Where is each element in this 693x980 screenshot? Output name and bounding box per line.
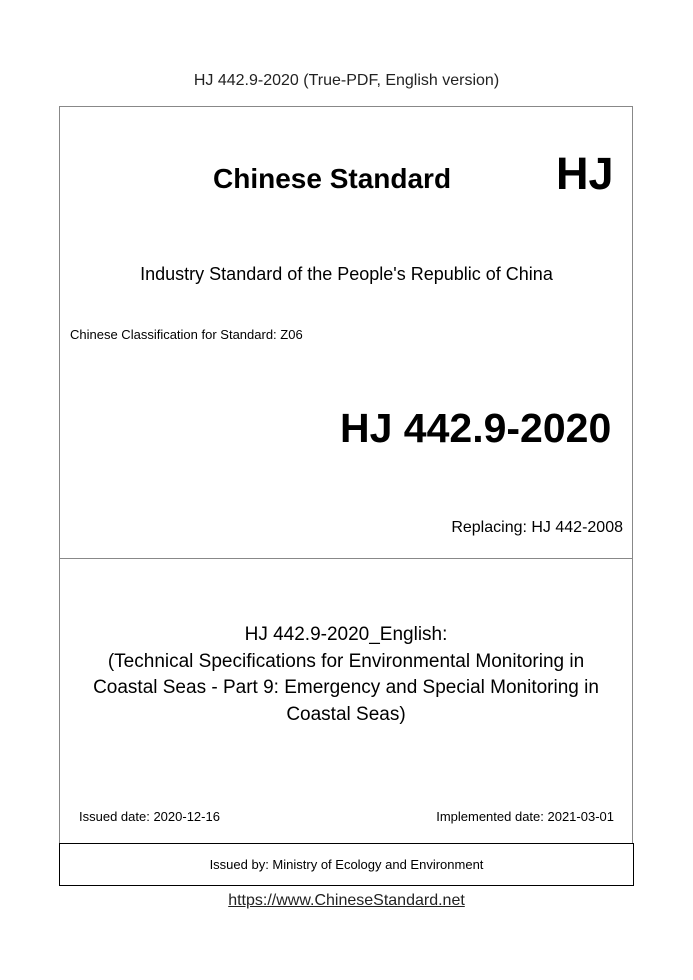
issued-by: Issued by: Ministry of Ecology and Environment xyxy=(209,857,484,872)
title-line: HJ 442.9-2020_English: xyxy=(244,624,448,645)
website-link[interactable]: https://www.ChineseStandard.net xyxy=(228,892,465,909)
title-line: Coastal Seas - Part 9: Emergency and Special Monitoring in xyxy=(93,677,599,698)
document-title xyxy=(59,622,633,728)
title-line: Coastal Seas) xyxy=(286,703,406,725)
issued-date: Issued date: 2020-12-16 xyxy=(79,809,220,824)
industry-standard-line: Industry Standard of the People's Republic of China xyxy=(140,264,553,284)
standard-number: HJ 442.9-2020 xyxy=(340,405,612,451)
title-line: (Technical Specifications for Environmental Monitoring in xyxy=(107,650,585,672)
classification-line: Chinese Classification for Standard: Z06 xyxy=(70,327,303,342)
replacing-line: Replacing: HJ 442-2008 xyxy=(451,519,623,536)
implemented-date: Implemented date: 2021-03-01 xyxy=(436,809,614,824)
issuer-box xyxy=(59,843,634,886)
document-header-title: HJ 442.9-2020 (True-PDF, English version) xyxy=(193,72,500,89)
standard-label: Chinese Standard xyxy=(213,163,452,194)
standard-code: HJ xyxy=(556,148,614,199)
